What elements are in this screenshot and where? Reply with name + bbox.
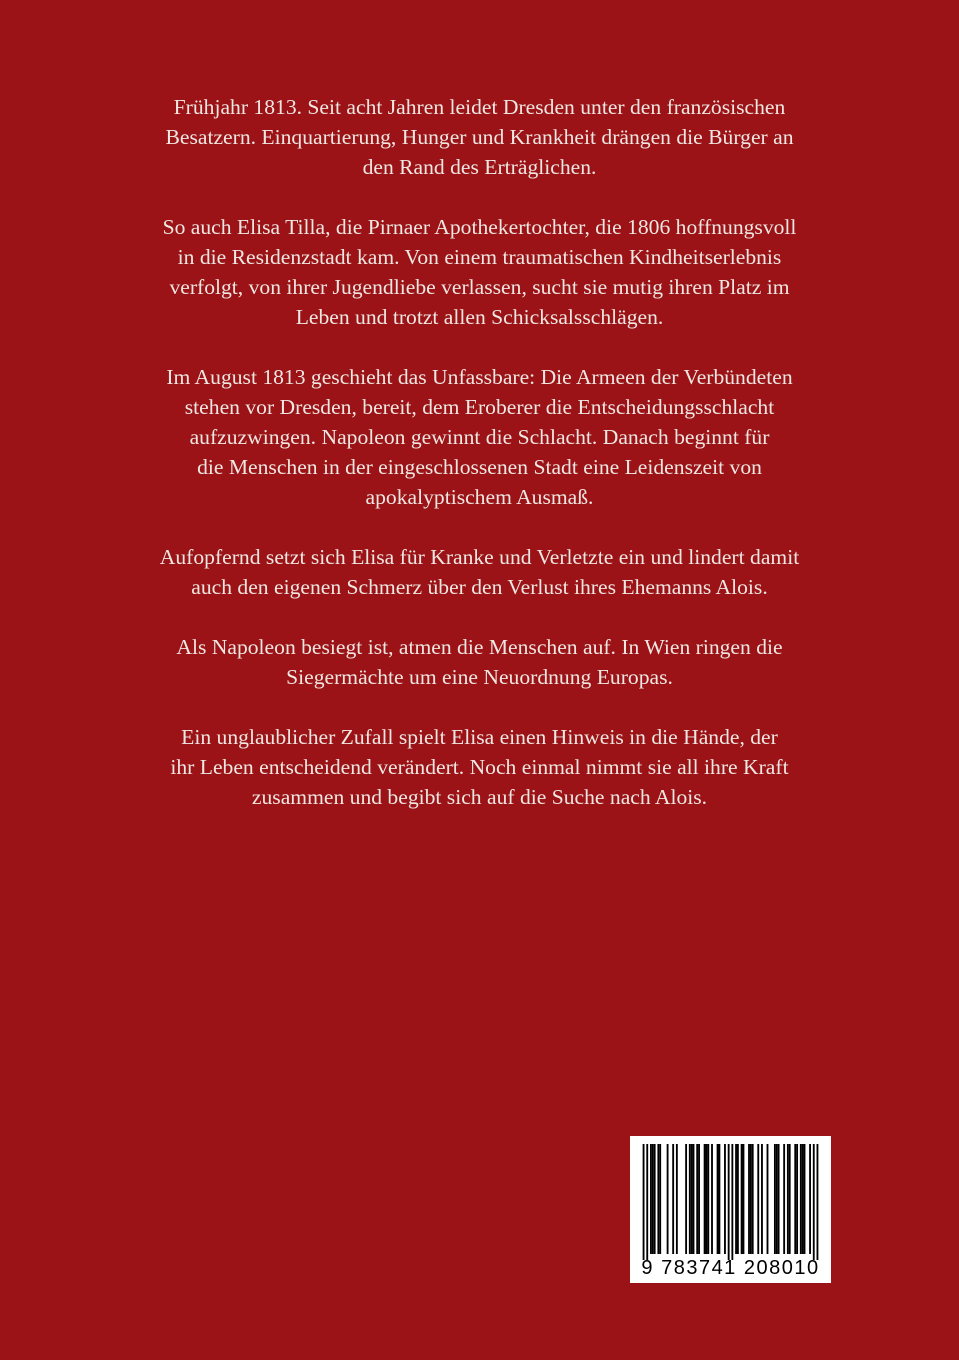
barcode-bar: [698, 1144, 700, 1254]
barcode-bar: [787, 1144, 789, 1254]
barcode-bar: [706, 1144, 708, 1254]
blurb-line: Siegermächte um eine Neuordnung Europas.: [286, 665, 673, 689]
barcode-bar: [767, 1144, 769, 1254]
blurb-line: Ein unglaublicher Zufall spielt Elisa einen Hinweis in die Hände, der: [181, 725, 778, 749]
barcode-bar: [802, 1144, 804, 1254]
barcode-bar: [794, 1144, 796, 1254]
blurb-paragraph-2: [95, 212, 864, 332]
blurb-line: verfolgt, von ihrer Jugendliebe verlassen, sucht sie mutig ihren Platz im: [169, 275, 790, 299]
blurb-line: aufzuzwingen. Napoleon gewinnt die Schlacht. Danach beginnt für: [189, 425, 770, 449]
barcode-bar: [717, 1144, 719, 1254]
barcode-bar: [778, 1144, 780, 1254]
blurb-line: die Menschen in der eingeschlossenen Stadt eine Leidenszeit von: [197, 455, 762, 479]
blurb-paragraph-6: [95, 722, 864, 812]
barcode-bar: [676, 1144, 678, 1254]
barcode-bar: [646, 1144, 648, 1260]
barcode-bar: [718, 1144, 720, 1254]
barcode-bar: [752, 1144, 754, 1254]
barcode-bar: [776, 1144, 778, 1254]
barcode-bar: [724, 1144, 726, 1254]
blurb-paragraph-1: [95, 92, 864, 182]
barcode-bar: [659, 1144, 661, 1254]
blurb-line: in die Residenzstadt kam. Von einem traumatischen Kindheitserlebnis: [177, 245, 782, 269]
blurb-line: Frühjahr 1813. Seit acht Jahren leidet Dresden unter den französischen: [173, 95, 786, 119]
barcode-bar: [761, 1144, 763, 1254]
barcode-bar: [741, 1144, 743, 1254]
barcode-bar: [696, 1144, 698, 1254]
barcode-bar: [657, 1144, 659, 1254]
isbn-barcode: [630, 1136, 831, 1283]
barcode-bar: [789, 1144, 791, 1254]
barcode-bar: [737, 1144, 739, 1254]
blurb-line: ihr Leben entscheidend verändert. Noch einmal nimmt sie all ihre Kraft: [170, 755, 789, 779]
blurb-paragraph-4: [95, 542, 864, 602]
barcode-bar: [689, 1144, 691, 1254]
barcode-bar: [817, 1144, 819, 1260]
barcode-bar: [783, 1144, 785, 1254]
blurb-line: apokalyptischem Ausmaß.: [365, 485, 594, 509]
barcode-bar: [750, 1144, 752, 1254]
barcode-bar: [796, 1144, 798, 1254]
blurb-text: [95, 92, 864, 842]
barcode-bar: [809, 1144, 811, 1254]
barcode-bar: [693, 1144, 695, 1254]
barcode-bar: [691, 1144, 693, 1254]
barcode-bar: [711, 1144, 713, 1254]
barcode-bar: [743, 1144, 745, 1254]
barcode-bar: [757, 1144, 759, 1254]
barcode-bar: [735, 1144, 737, 1254]
barcode-bar: [774, 1144, 776, 1254]
blurb-line: Im August 1813 geschieht das Unfassbare: Die Armeen der Verbündeten: [166, 365, 793, 389]
barcode-bar: [643, 1144, 645, 1260]
blurb-line: den Rand des Erträglichen.: [362, 155, 597, 179]
isbn-digits: 9 783741 208010: [641, 1257, 820, 1279]
blurb-line: Leben und trotzt allen Schicksalsschlägen.: [295, 305, 664, 329]
barcode-bar: [728, 1144, 730, 1260]
barcode-bar: [707, 1144, 709, 1254]
barcode-bar: [654, 1144, 656, 1254]
blurb-paragraph-3: [95, 362, 864, 512]
barcode-bar: [685, 1144, 687, 1254]
blurb-line: Als Napoleon besiegt ist, atmen die Menschen auf. In Wien ringen die: [176, 635, 783, 659]
blurb-line: Aufopfernd setzt sich Elisa für Kranke und Verletzte ein und lindert damit: [159, 545, 800, 569]
barcode-bar: [650, 1144, 652, 1254]
blurb-line: So auch Elisa Tilla, die Pirnaer Apothekertochter, die 1806 hoffnungsvoll: [162, 215, 797, 239]
barcode-bar: [667, 1144, 669, 1254]
blurb-paragraph-5: [95, 632, 864, 692]
blurb-line: zusammen und begibt sich auf die Suche nach Alois.: [251, 785, 708, 809]
blurb-line: stehen vor Dresden, bereit, dem Eroberer die Entscheidungsschlacht: [184, 395, 775, 419]
barcode-bar: [748, 1144, 750, 1254]
barcode-bar: [704, 1144, 706, 1254]
blurb-line: auch den eigenen Schmerz über den Verlust ihres Ehemanns Alois.: [191, 575, 768, 599]
barcode-bar: [804, 1144, 806, 1254]
barcode-bar: [813, 1144, 815, 1260]
barcode-bar: [652, 1144, 654, 1254]
barcode-bar: [731, 1144, 733, 1260]
barcode-bar: [672, 1144, 674, 1254]
blurb-line: Besatzern. Einquartierung, Hunger und Krankheit drängen die Bürger an: [165, 125, 794, 149]
barcode-bar: [800, 1144, 802, 1254]
